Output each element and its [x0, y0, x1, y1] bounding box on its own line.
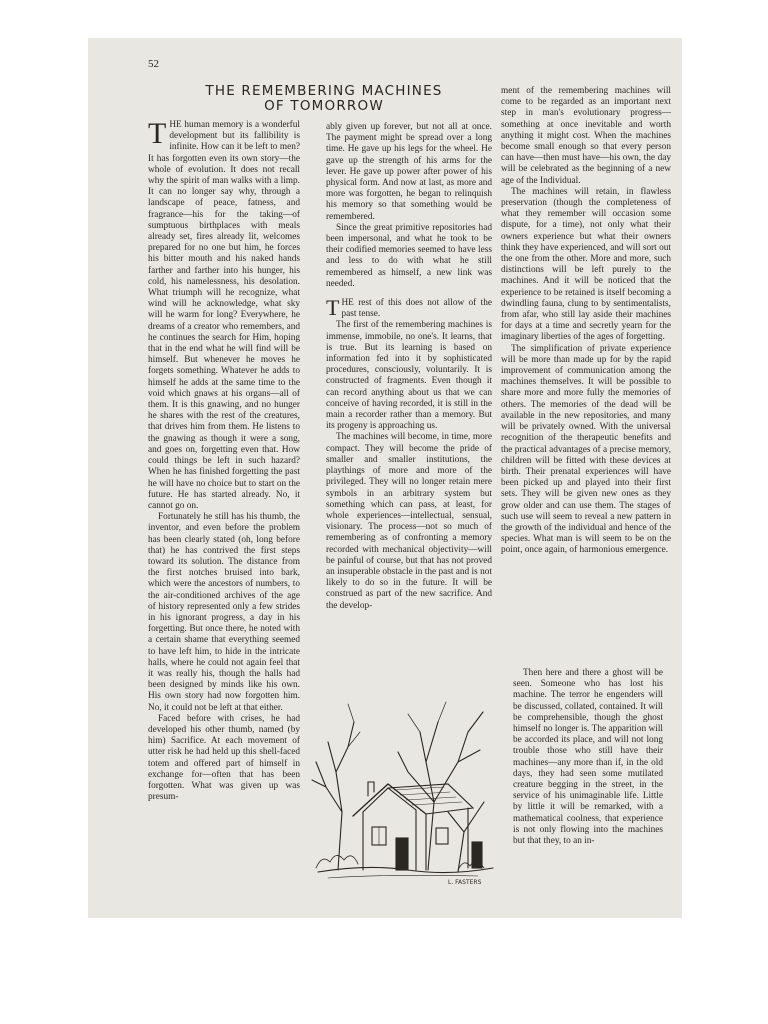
house-tree-illustration-icon: [308, 692, 498, 887]
title-line-1: THE REMEMBERING MACHINES: [205, 83, 443, 99]
text-column-3-continued: [513, 668, 663, 847]
magazine-page: [88, 38, 682, 918]
text-column-2: [326, 122, 492, 612]
paragraph: Faced before with crises, he had developed his other thumb, named (by him) Sacrifice. At each movement of utter risk he had held up this shell-faced totem and offered part of himself in exchange for—often that has been forgotten. What was given up was presum-: [148, 713, 300, 803]
paragraph: The simplification of private experience will be more than made up for by the rapid improvement of communication among the machines themselves. It will be possible to share more and more fully the memories of others. The memories of the dead will be available in the new repositories, and many will be privately owned. With the universal recognition of the therapeutic benefits and the practical advantages of a precise memory, children will be fitted with these devices at birth. Their prenatal experiences will have been picked up and played into their first sets. They will be given new ones as they grow older and can use them. The stages of such use will seem to reveal a new pattern in the growth of the individual and hence of the species. What man is will seem to be on the point, once again, of harmonious emergence.: [501, 343, 671, 556]
text-column-1: [148, 117, 300, 803]
drop-cap: T: [148, 117, 167, 150]
paragraph: The machines will retain, in flawless preservation (though the completeness of what they remember will occasion some dispute, for a time), not only what their owners experience but what their owners think they have experienced, and will sort out the one from the other. More and more, such distinctions will be left purely to the machines. And it will be noticed that the experience to be retained is itself becoming a dwindling fauna, clung to by sentimentalists, from afar, who still lay aside their machines for days at a time and secretly yearn for the imaginary liberties of the ages of forgetting.: [501, 186, 671, 343]
paragraph: [326, 295, 492, 321]
paragraph: The first of the remembering machines is immense, immobile, no one's. It learns, that is true. But its learning is based on information fed into it by sophisticated procedures, consciously, voluntarily. It is constructed of fragments. Even though it can record anything about us that we can conceive of having recorded, it is still in the main a recorder rather than a memory. But its progeny is approaching us.: [326, 320, 492, 432]
text-column-3: [501, 86, 671, 664]
paragraph: ment of the remembering machines will come to be regarded as an important next step in man's evolutionary progress—something at once inevitable and worth anything it might cost. When the machines become small enough so that every person can have—then must have—his own, the day will be celebrated as the beginning of a new age of the Individual.: [501, 86, 671, 186]
paragraph-text: HE human memory is a wonderful development but its fallibility is infinite. How can it be left to men? It has forgotten even its own story—the whole of evolution. It does not recall why the spirit of man walks with a limp. It can no longer say why, through a landscape of peace, fatness, and fragrance—his for the taking—of sumptuous birthplaces with meals already set, fires already lit, welcomes prepared for no one but him, he forces his bitter mouth and his naked hands farther and farther into his hunger, his cold, his namelessness, his desolation. What triumph will he recognize, what wind will he acknowledge, what sky will he warm for long? Everywhere, he dreams of a creator who remembers, and he continues the search for Him, hoping that in the end what he will find will be himself. But whenever he moves he forgets something. Whatever he adds to himself he adds at the same time to the void which gnaws at his organs—all of them. It is this gnawing, and no hunger he shares with the rest of the creatures, that drives him from them. He listens to the gnawing as though it were a song, and goes on, forgetting even that. How could things be left in such hazard? When he has finished forgetting the past he will have no choice but to start on the future. He has started already. No, it cannot go on.: [148, 120, 300, 511]
page-number: 52: [148, 58, 159, 70]
artist-signature: L. FASTERS: [448, 879, 482, 886]
paragraph: Then here and there a ghost will be seen. Someone who has lost his machine. The terror he engenders will be discussed, collated, contained. It will be comprehensible, though the ghost himself no longer is. The apparition will be accorded its place, and will not long trouble those who still have their machines—any more than if, in the old days, they had seen some mutilated creature begging in the street, in the service of his unimaginable life. Little by little it will be remarked, with a mathematical coolness, that experience is not only flowing into the machines but that they, to an in-: [513, 668, 663, 847]
paragraph: [148, 117, 300, 512]
paragraph: Since the great primitive repositories had been impersonal, and what he took to be their codified memories seemed to have less and less to do with what he still remembered as himself, a new link was needed.: [326, 222, 492, 289]
paragraph: Fortunately he still has his thumb, the inventor, and even before the problem has been clearly stated (oh, long before that) he has contrived the first steps toward its solution. The distance from the first notches bruised into bark, which were the ancestors of numbers, to the air-conditioned archives of the age of history represented only a few strides in his ignorant progress, a day in his forgetting. But once there, he noted with a certain shame that everything seemed to have left him, to hide in the intricate halls, where he could not again feel that it was really his, though the halls had been designed by minds like his own. His own story had now forgotten him. No, it could not be left at that either.: [148, 512, 300, 713]
paragraph: ably given up forever, but not all at once. The payment might be spread over a long time. He gave up his legs for the wheel. He gave up the strength of his arms for the lever. He gave up power after power of his physical form. And now at last, as more and more was forgotten, he began to relinquish his memory so that something would be remembered.: [326, 122, 492, 222]
paragraph-text: HE rest of this does not allow of the past tense.: [341, 298, 492, 320]
paragraph: The machines will become, in time, more compact. They will become the pride of smaller and smaller institutions, the playthings of more and more of the privileged. They will no longer retain mere symbols in an arbitrary system but something which can pass, at least, for whole experiences—intellectual, sensual, visionary. The process—not so much of remembering as of confronting a memory recorded with mechanical objectivity—will be painful of course, but that has not proved an insuperable obstacle in the past and is not likely to do so in the future. It will be construed as part of the new sacrifice. And the develop-: [326, 432, 492, 611]
title-line-2: OF TOMORROW: [264, 98, 384, 114]
drop-cap: T: [326, 295, 340, 321]
article-title: [184, 84, 464, 114]
